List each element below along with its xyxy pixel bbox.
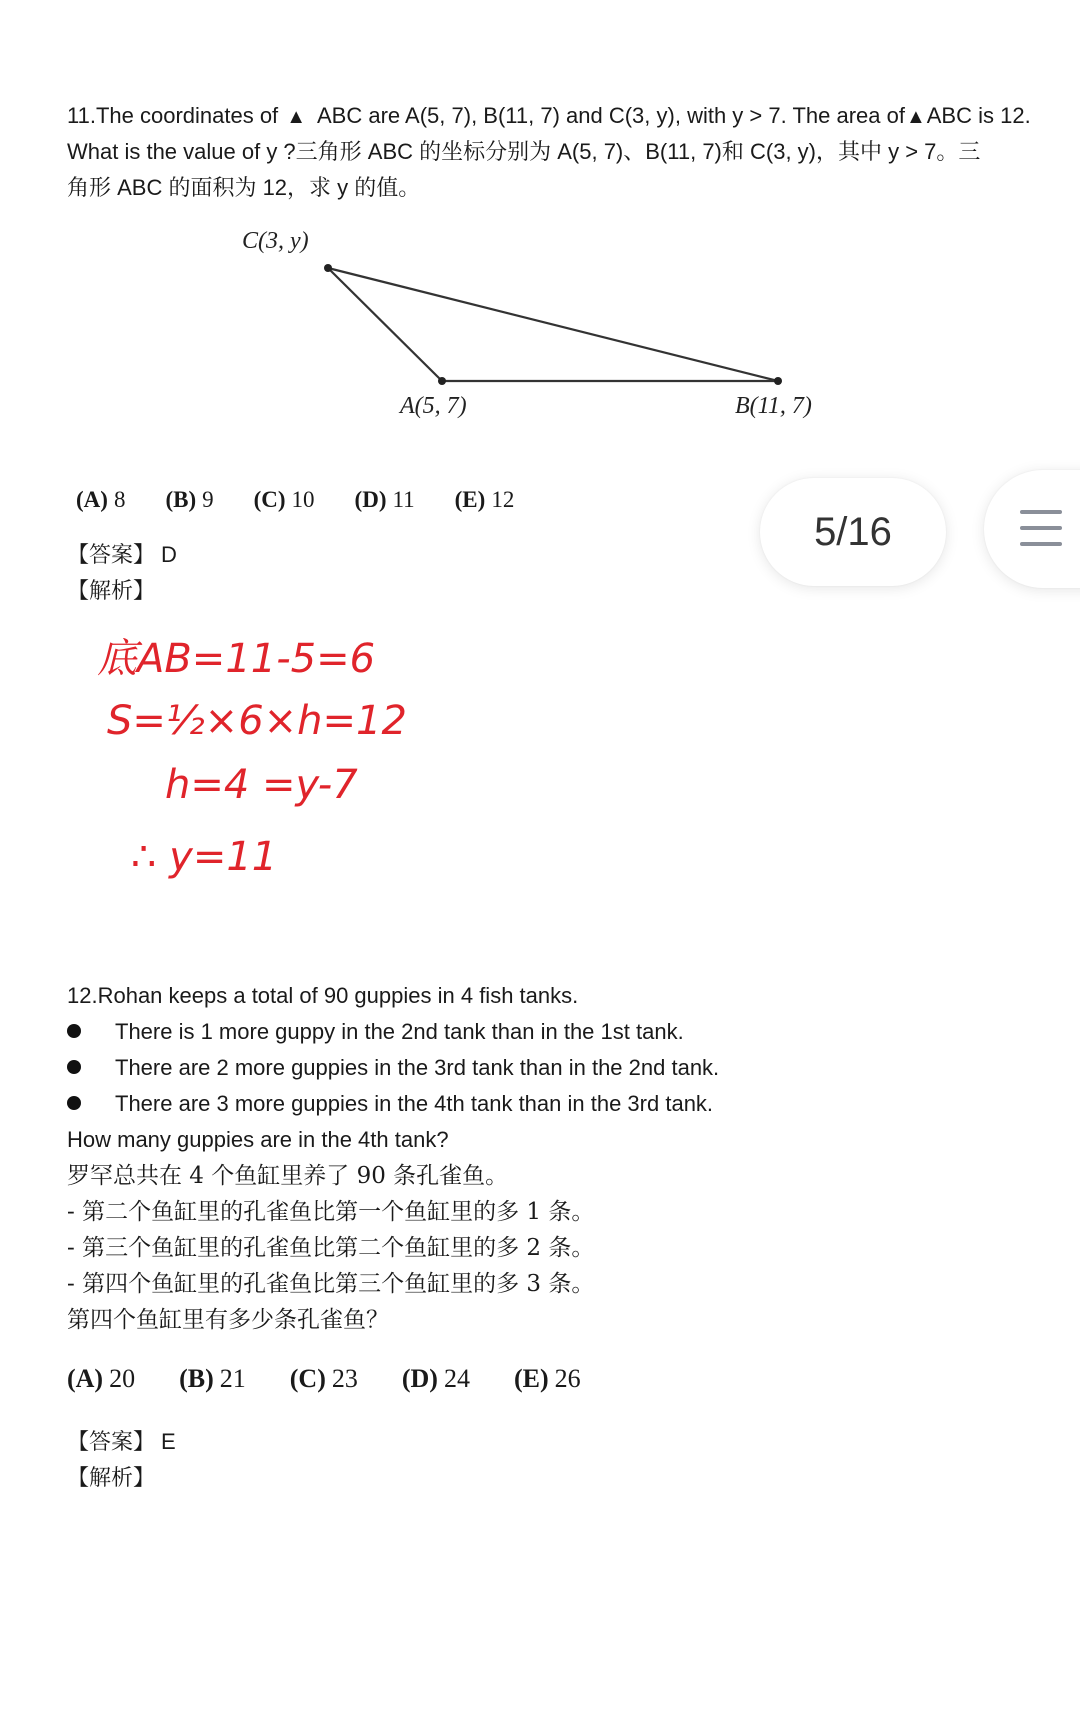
vertex-a bbox=[438, 377, 446, 385]
answer-label: 【答案】 bbox=[67, 1430, 156, 1455]
q11-choice-b[interactable]: (B) 9 bbox=[165, 487, 214, 512]
bullet-icon bbox=[67, 1024, 81, 1038]
q11-choice-c[interactable]: (C) 10 bbox=[253, 487, 315, 512]
q11-text: ABC is 12. bbox=[926, 103, 1031, 128]
handwritten-line-4: ∴ y=11 bbox=[131, 834, 278, 880]
q12-zh-line: - 第三个鱼缸里的孔雀鱼比第二个鱼缸里的多 2 条。 bbox=[67, 1235, 595, 1261]
handwritten-line-2: S=½×6×h=12 bbox=[107, 698, 407, 744]
q12-choice-c[interactable]: (C) 23 bbox=[289, 1364, 358, 1393]
q11-answer bbox=[67, 538, 177, 573]
q11-text: 11.The coordinates of bbox=[67, 103, 279, 128]
q12-choice-a[interactable]: (A) 20 bbox=[67, 1364, 136, 1393]
handwritten-solution bbox=[95, 630, 435, 900]
menu-button[interactable] bbox=[984, 470, 1080, 588]
q12-choice-b[interactable]: (B) 21 bbox=[179, 1364, 246, 1393]
q12-zh-line: - 第二个鱼缸里的孔雀鱼比第一个鱼缸里的多 1 条。 bbox=[67, 1199, 595, 1225]
bullet-text: There is 1 more guppy in the 2nd tank than in the 1st tank. bbox=[115, 1019, 684, 1044]
q12-bullet bbox=[67, 1086, 713, 1122]
q12-choice-e[interactable]: (E) 26 bbox=[513, 1364, 581, 1393]
vertex-c bbox=[324, 264, 332, 272]
answer-value: E bbox=[161, 1429, 176, 1454]
label-c: C(3, y) bbox=[242, 228, 309, 254]
q12-zh-line: - 第四个鱼缸里的孔雀鱼比第三个鱼缸里的多 3 条。 bbox=[67, 1271, 595, 1297]
edge-ca bbox=[328, 268, 442, 381]
triangle-icon: ▲ bbox=[905, 106, 926, 128]
answer-label: 【答案】 bbox=[67, 543, 156, 568]
q12-bullet bbox=[67, 1014, 684, 1050]
q12-analysis-label: 【解析】 bbox=[67, 1466, 156, 1491]
q12-zh-question: 第四个鱼缸里有多少条孔雀鱼？ bbox=[67, 1307, 389, 1333]
handwritten-line-3: h=4 =y-7 bbox=[165, 762, 358, 808]
q12-zh-intro: 罗罕总共在 4 个鱼缸里养了 90 条孔雀鱼。 bbox=[67, 1163, 509, 1189]
page-indicator-text: 5/16 bbox=[814, 509, 892, 554]
bullet-icon bbox=[67, 1096, 81, 1110]
q11-choice-d[interactable]: (D) 11 bbox=[354, 487, 415, 512]
q12-bullet bbox=[67, 1050, 719, 1086]
bullet-text: There are 2 more guppies in the 3rd tank than in the 2nd tank. bbox=[115, 1055, 720, 1080]
q12-answer bbox=[67, 1425, 176, 1460]
triangle-figure bbox=[220, 228, 860, 428]
q11-line-1 bbox=[67, 98, 1031, 135]
vertex-b bbox=[774, 377, 782, 385]
handwriting-canvas bbox=[95, 630, 435, 900]
q12-intro: 12.Rohan keeps a total of 90 guppies in 4 fish tanks. bbox=[67, 983, 579, 1008]
q11-line-3: 角形 ABC 的面积为 12，求 y 的值。 bbox=[67, 175, 421, 200]
q12-choice-d[interactable]: (D) 24 bbox=[401, 1364, 470, 1393]
page-indicator[interactable] bbox=[760, 478, 946, 586]
q11-choice-e[interactable]: (E) 12 bbox=[454, 487, 515, 512]
triangle-icon: ▲ bbox=[286, 106, 307, 128]
hamburger-menu-icon bbox=[1020, 510, 1062, 546]
bullet-text: There are 3 more guppies in the 4th tank than in the 3rd tank. bbox=[115, 1091, 714, 1116]
q11-choices bbox=[76, 487, 514, 513]
bullet-icon bbox=[67, 1060, 81, 1074]
q12-choices bbox=[67, 1364, 581, 1394]
triangle-diagram bbox=[220, 228, 860, 428]
edge-cb bbox=[328, 268, 778, 381]
q11-text: ABC are A(5, 7), B(11, 7) and C(3, y), with y > 7. The area of bbox=[317, 103, 905, 128]
label-a: A(5, 7) bbox=[400, 393, 467, 419]
q11-choice-a[interactable]: (A) 8 bbox=[76, 487, 126, 512]
q12-question: How many guppies are in the 4th tank? bbox=[67, 1127, 449, 1152]
answer-value: D bbox=[161, 542, 177, 567]
handwritten-line-1: 底AB=11-5=6 bbox=[97, 636, 376, 682]
q11-analysis-label: 【解析】 bbox=[67, 579, 156, 604]
q11-line-2: What is the value of y ?三角形 ABC 的坐标分别为 A(5, 7)、B(11, 7)和 C(3, y)，其中 y > 7。三 bbox=[67, 139, 981, 164]
label-b: B(11, 7) bbox=[735, 393, 812, 419]
